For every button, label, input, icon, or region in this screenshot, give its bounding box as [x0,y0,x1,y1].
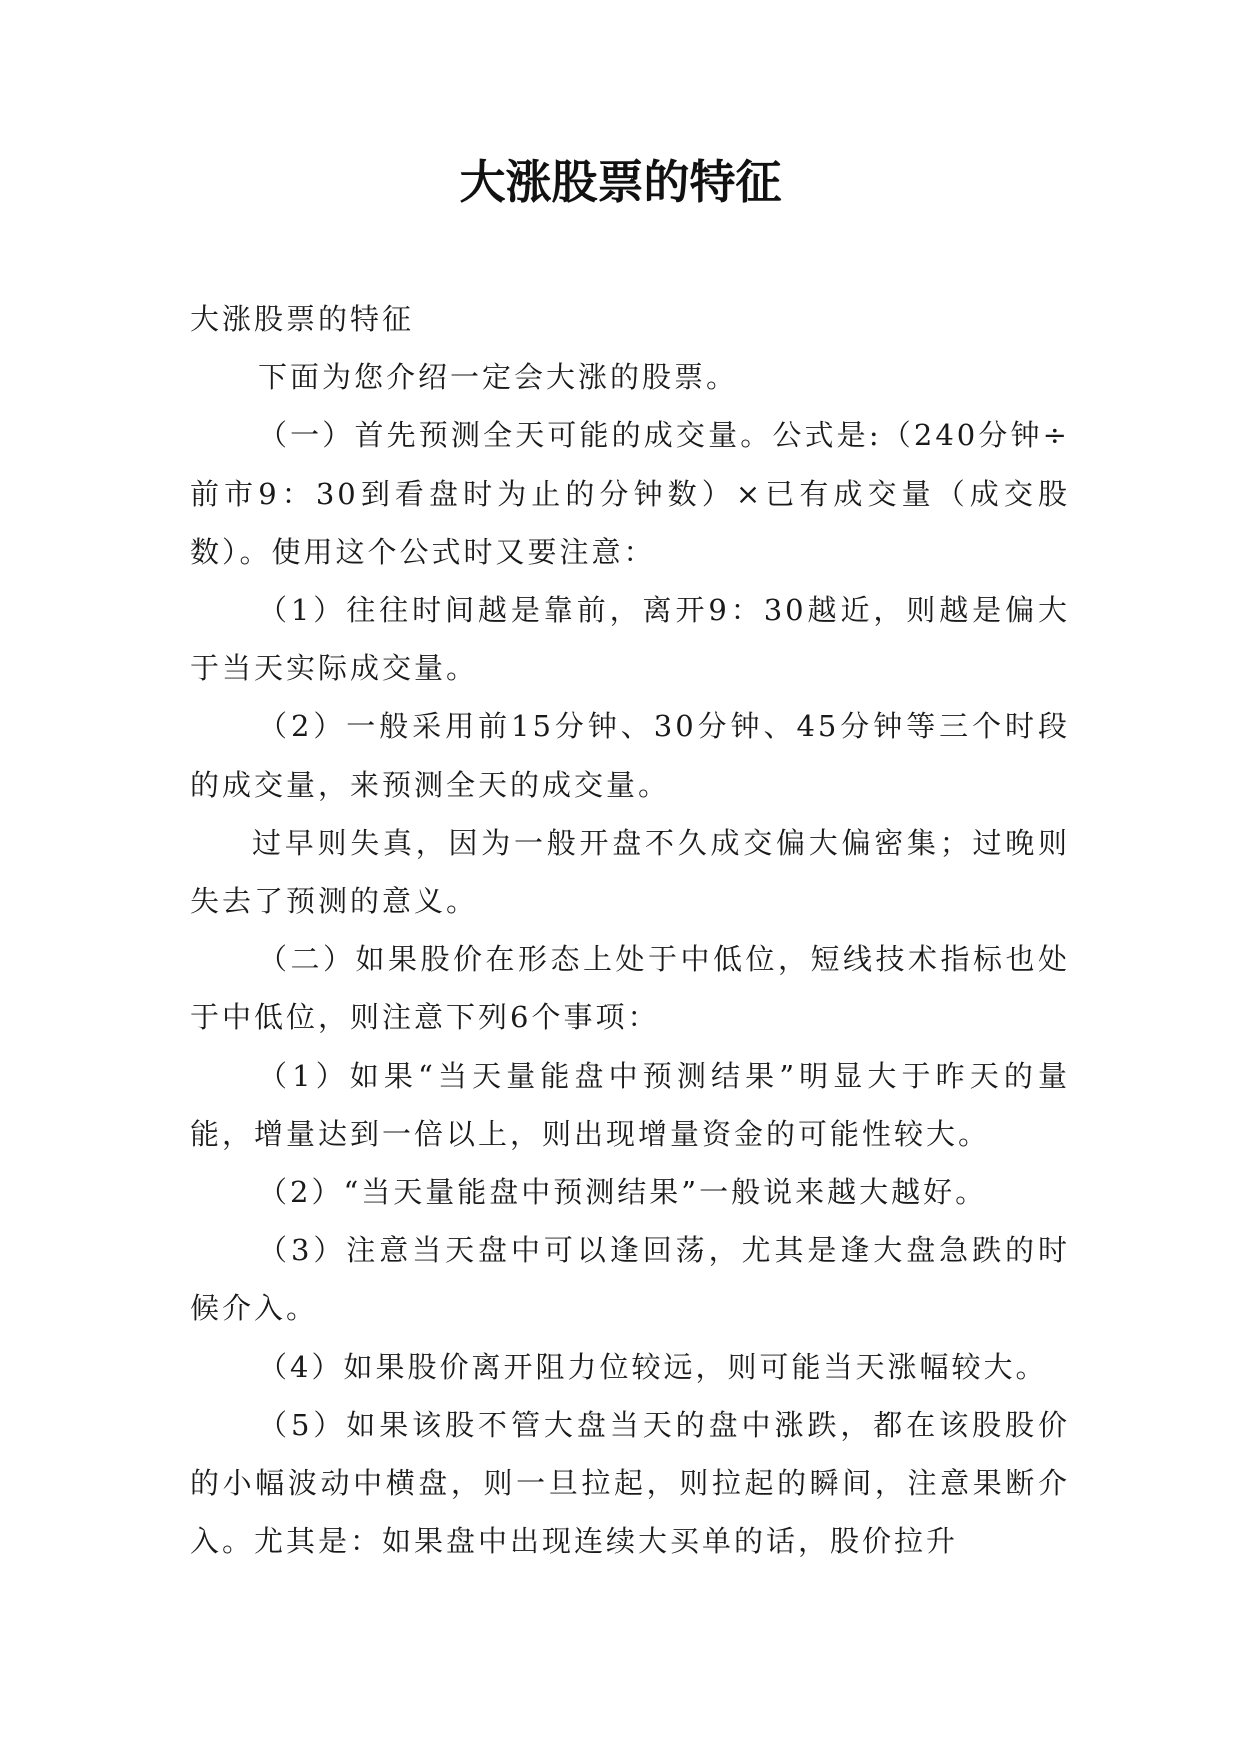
document-title: 大涨股票的特征 [459,155,782,209]
paragraph-item-2-3: （3）注意当天盘中可以逢回荡，尤其是逢大盘急跌的时候介入。 [190,1233,1070,1326]
paragraph-note: 过早则失真，因为一般开盘不久成交偏大偏密集；过晚则失去了预测的意义。 [190,825,1070,919]
paragraph-section-2: （二）如果股价在形态上处于中低位，短线技术指标也处于中低位，则注意下列6个事项： [190,942,1070,1035]
paragraph-item-2-1: （1）如果“当天量能盘中预测结果”明显大于昨天的量能，增量达到一倍以上，则出现增量资金的可能性较大。 [190,1058,1070,1151]
paragraph-item-2-2: （2）“当天量能盘中预测结果”一般说来越大越好。 [258,1175,988,1210]
paragraph-item-1-1: （1）往往时间越是靠前，离开9：30越近，则越是偏大于当天实际成交量。 [190,593,1070,686]
paragraph-heading: 大涨股票的特征 [190,302,415,336]
paragraph-item-1-2: （2）一般采用前15分钟、30分钟、45分钟等三个时段的成交量，来预测全天的成交量。 [190,709,1070,802]
document-body [190,290,1070,1570]
paragraph-intro: 下面为您介绍一定会大涨的股票。 [258,360,739,395]
paragraph-section-1: （一）首先预测全天可能的成交量。公式是:（240分钟÷前市9：30到看盘时为止的分钟数）×已有成交量（成交股数）。使用这个公式时又要注意： [190,418,1070,569]
paragraph-item-2-5: （5）如果该股不管大盘当天的盘中涨跌，都在该股股价的小幅波动中横盘，则一旦拉起，则拉起的瞬间，注意果断介入。尤其是：如果盘中出现连续大买单的话，股价拉升 [190,1407,1070,1559]
paragraph-item-2-4: （4）如果股价离开阻力位较远，则可能当天涨幅较大。 [258,1349,1048,1384]
